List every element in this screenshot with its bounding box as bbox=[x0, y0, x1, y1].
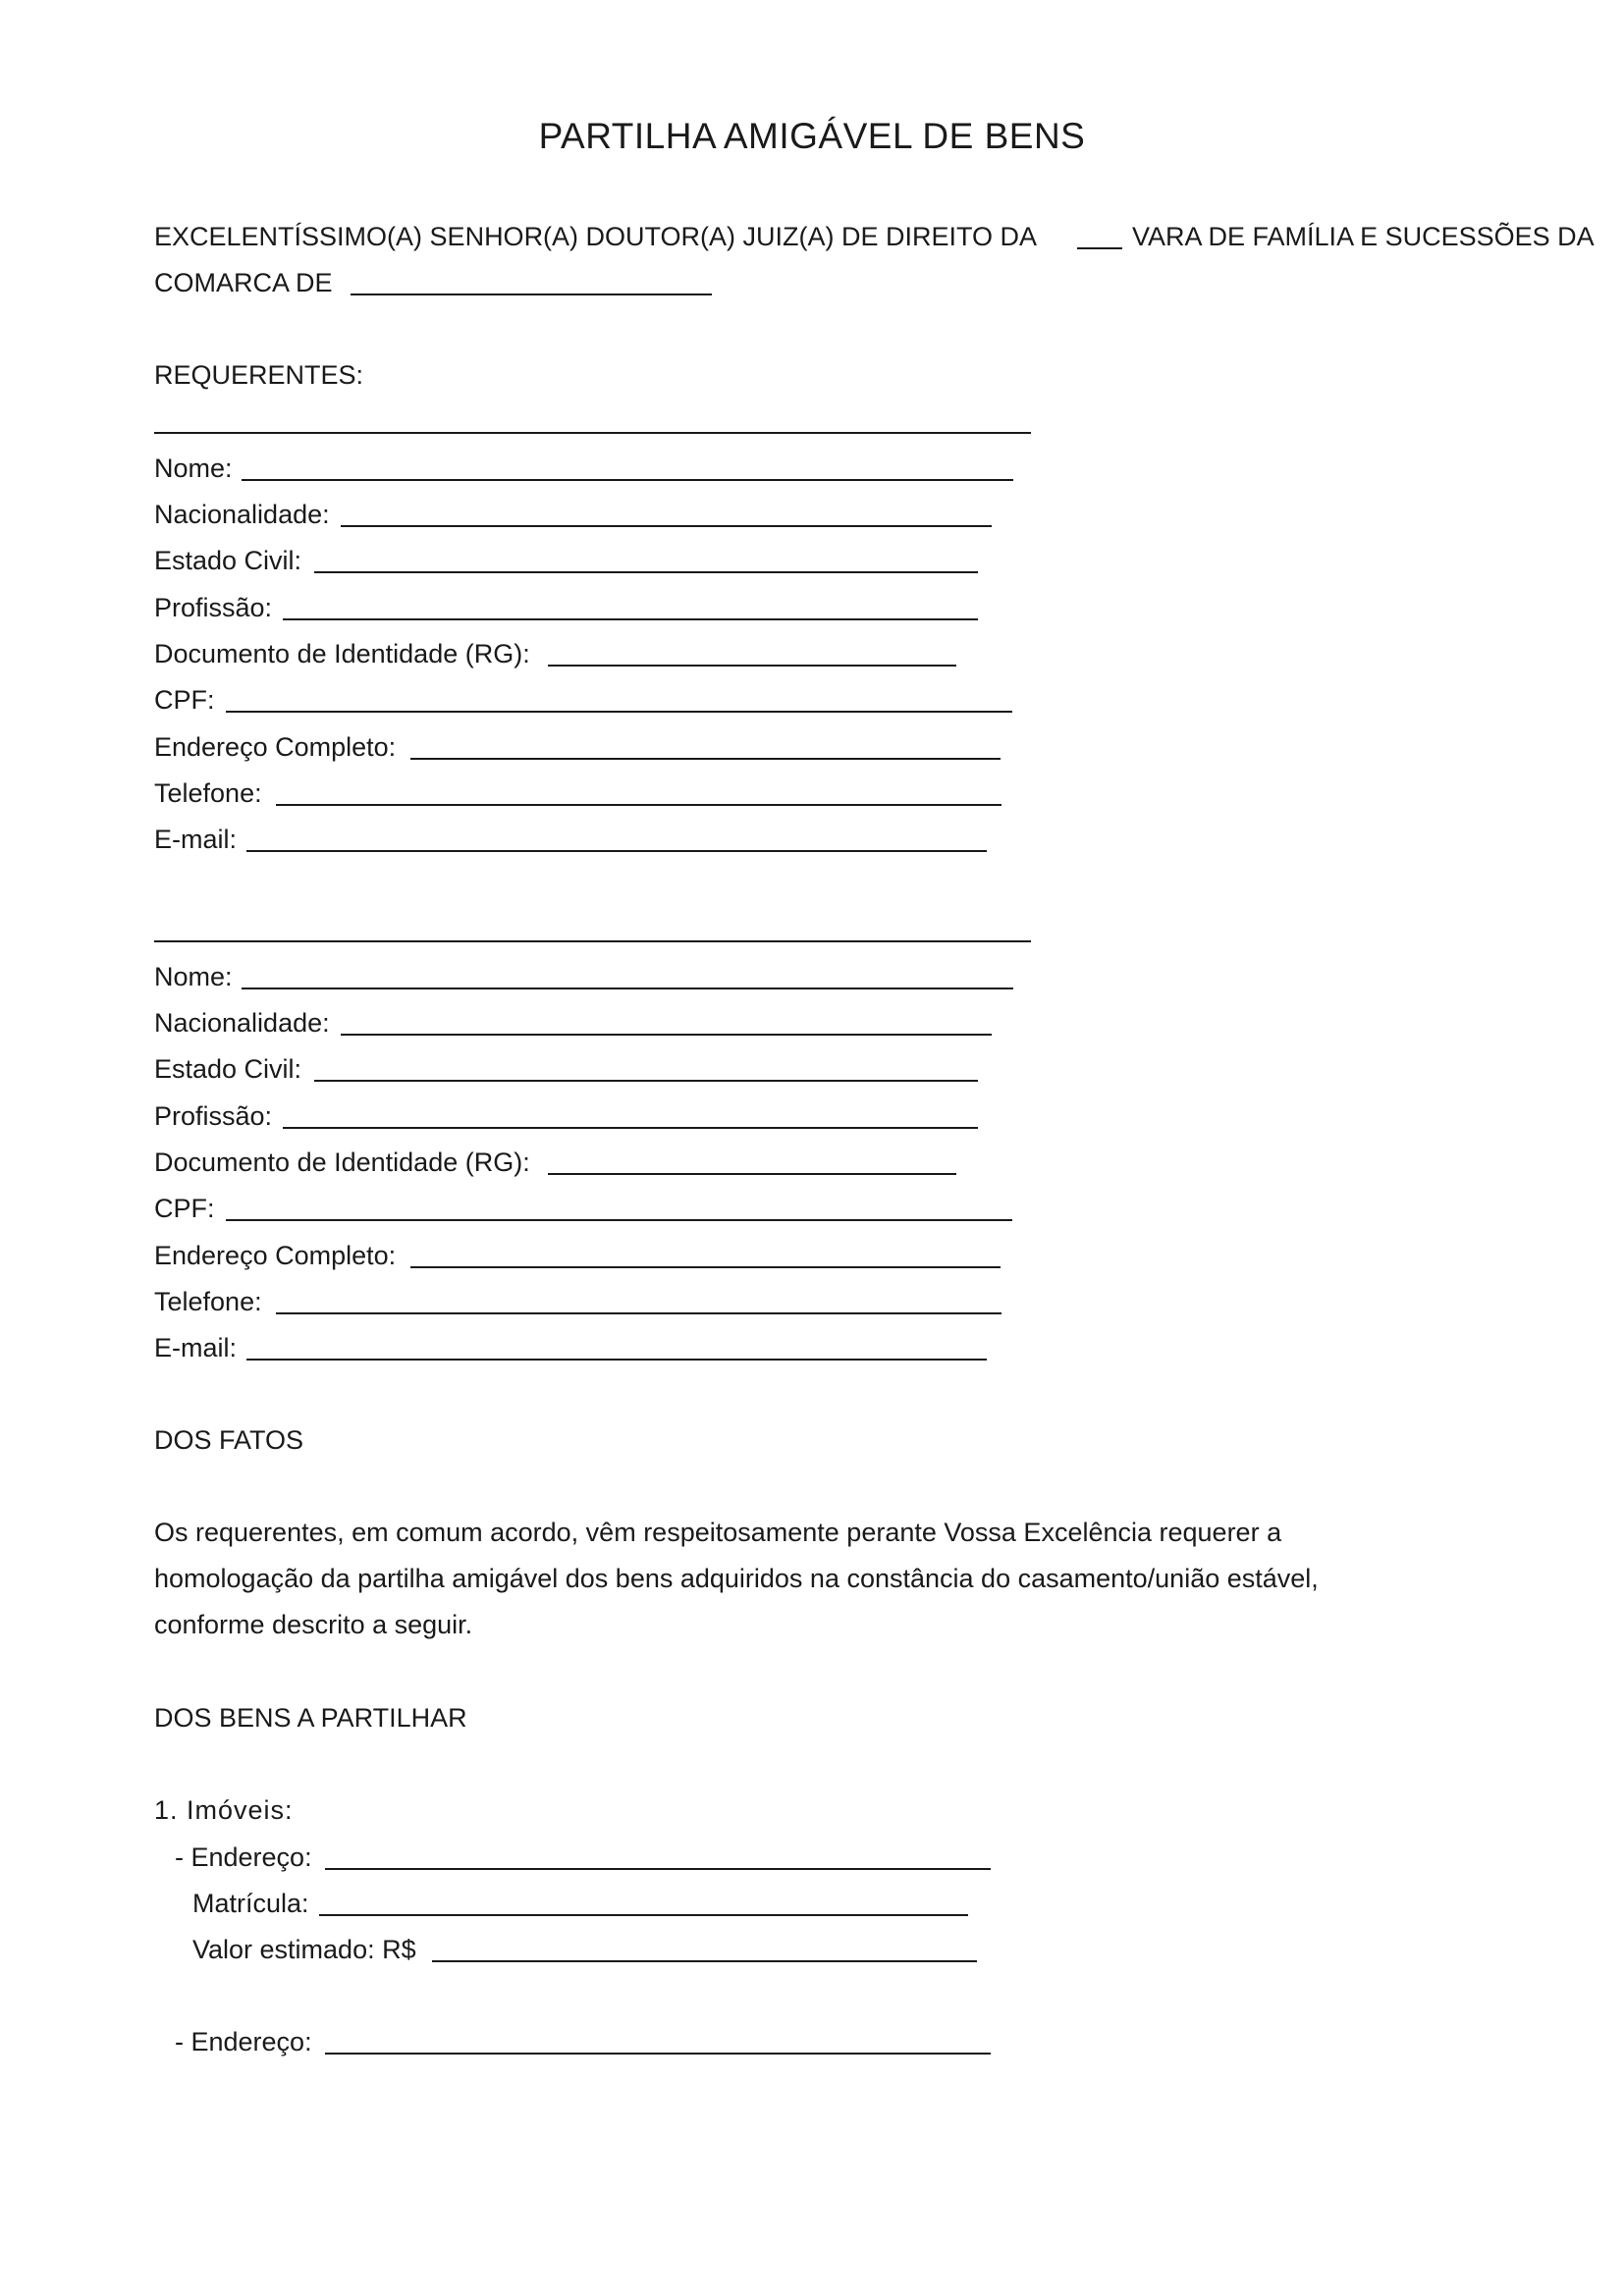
requerente-1-rg-blank[interactable] bbox=[548, 665, 956, 667]
requerente-2-separator-blank[interactable] bbox=[154, 940, 1031, 942]
bens-heading: DOS BENS A PARTILHAR bbox=[154, 1703, 467, 1733]
requerente-1-email-blank[interactable] bbox=[246, 850, 987, 852]
document-title: PARTILHA AMIGÁVEL DE BENS bbox=[538, 116, 1086, 156]
requerente-2-estado-civil-blank[interactable] bbox=[314, 1080, 978, 1082]
requerente-1-profissao-label: Profissão: bbox=[154, 593, 273, 622]
address-line-1-suffix: VARA DE FAMÍLIA E SUCESSÕES DA bbox=[1132, 222, 1595, 251]
imovel-2-endereco-label: - Endereço: bbox=[175, 2027, 312, 2056]
imovel-1-valor-blank[interactable] bbox=[432, 1960, 977, 1962]
requerente-2-telefone-blank[interactable] bbox=[276, 1312, 1001, 1314]
requerente-1-rg-label: Documento de Identidade (RG): bbox=[154, 639, 530, 668]
requerente-1-cpf-label: CPF: bbox=[154, 685, 215, 715]
requerente-2-cpf-blank[interactable] bbox=[226, 1219, 1012, 1221]
requerente-1-nacionalidade-label: Nacionalidade: bbox=[154, 500, 330, 529]
requerente-1-profissao-blank[interactable] bbox=[283, 618, 978, 620]
requerente-2-email-blank[interactable] bbox=[246, 1359, 987, 1361]
imovel-1-endereco-label: - Endereço: bbox=[175, 1842, 312, 1872]
imovel-1-valor-label: Valor estimado: R$ bbox=[192, 1935, 416, 1964]
address-line-2-prefix: COMARCA DE bbox=[154, 268, 333, 297]
requerente-1-telefone-label: Telefone: bbox=[154, 778, 262, 808]
requerente-2-rg-label: Documento de Identidade (RG): bbox=[154, 1148, 530, 1177]
address-line-1-prefix: EXCELENTÍSSIMO(A) SENHOR(A) DOUTOR(A) JUIZ(A) DE DIREITO DA bbox=[154, 222, 1038, 251]
imovel-1-matricula-label: Matrícula: bbox=[192, 1889, 309, 1918]
requerente-2-nome-blank[interactable] bbox=[242, 988, 1013, 989]
fatos-paragraph-line-3: conforme descrito a seguir. bbox=[154, 1610, 473, 1639]
requerente-1-endereco-blank[interactable] bbox=[410, 758, 1001, 760]
address-line-1 bbox=[154, 220, 1037, 253]
imoveis-label: 1. Imóveis: bbox=[154, 1795, 294, 1825]
fatos-paragraph-line-1: Os requerentes, em comum acordo, vêm respeitosamente perante Vossa Excelência requerer a bbox=[154, 1518, 1282, 1547]
requerente-1-separator-blank[interactable] bbox=[154, 432, 1031, 434]
requerente-2-endereco-label: Endereço Completo: bbox=[154, 1241, 397, 1270]
requerente-1-telefone-blank[interactable] bbox=[276, 804, 1001, 806]
requerentes-heading: REQUERENTES: bbox=[154, 360, 364, 390]
vara-number-blank[interactable] bbox=[1077, 247, 1122, 249]
requerente-2-profissao-blank[interactable] bbox=[283, 1127, 978, 1129]
imovel-1-matricula-blank[interactable] bbox=[319, 1914, 968, 1916]
comarca-blank[interactable] bbox=[351, 294, 712, 295]
requerente-1-endereco-label: Endereço Completo: bbox=[154, 732, 397, 762]
requerente-2-email-label: E-mail: bbox=[154, 1333, 238, 1362]
requerente-2-telefone-label: Telefone: bbox=[154, 1287, 262, 1316]
requerente-1-cpf-blank[interactable] bbox=[226, 711, 1012, 713]
requerente-1-nacionalidade-blank[interactable] bbox=[341, 525, 992, 527]
requerente-2-cpf-label: CPF: bbox=[154, 1194, 215, 1223]
requerente-1-estado-civil-blank[interactable] bbox=[314, 571, 978, 573]
requerente-2-nacionalidade-blank[interactable] bbox=[341, 1034, 992, 1036]
fatos-paragraph-line-2: homologação da partilha amigável dos bens adquiridos na constância do casamento/união estável, bbox=[154, 1564, 1319, 1593]
requerente-2-nome-label: Nome: bbox=[154, 962, 233, 991]
requerente-1-nome-label: Nome: bbox=[154, 454, 233, 483]
requerente-2-nacionalidade-label: Nacionalidade: bbox=[154, 1008, 330, 1038]
imovel-1-endereco-blank[interactable] bbox=[325, 1868, 991, 1870]
requerente-1-estado-civil-label: Estado Civil: bbox=[154, 546, 302, 575]
requerente-2-rg-blank[interactable] bbox=[548, 1173, 956, 1175]
requerente-2-estado-civil-label: Estado Civil: bbox=[154, 1054, 302, 1084]
requerente-1-nome-blank[interactable] bbox=[242, 479, 1013, 481]
requerente-2-endereco-blank[interactable] bbox=[410, 1266, 1001, 1268]
imovel-2-endereco-blank[interactable] bbox=[325, 2053, 991, 2055]
fatos-heading: DOS FATOS bbox=[154, 1425, 304, 1455]
requerente-1-email-label: E-mail: bbox=[154, 825, 238, 854]
requerente-2-profissao-label: Profissão: bbox=[154, 1101, 273, 1131]
